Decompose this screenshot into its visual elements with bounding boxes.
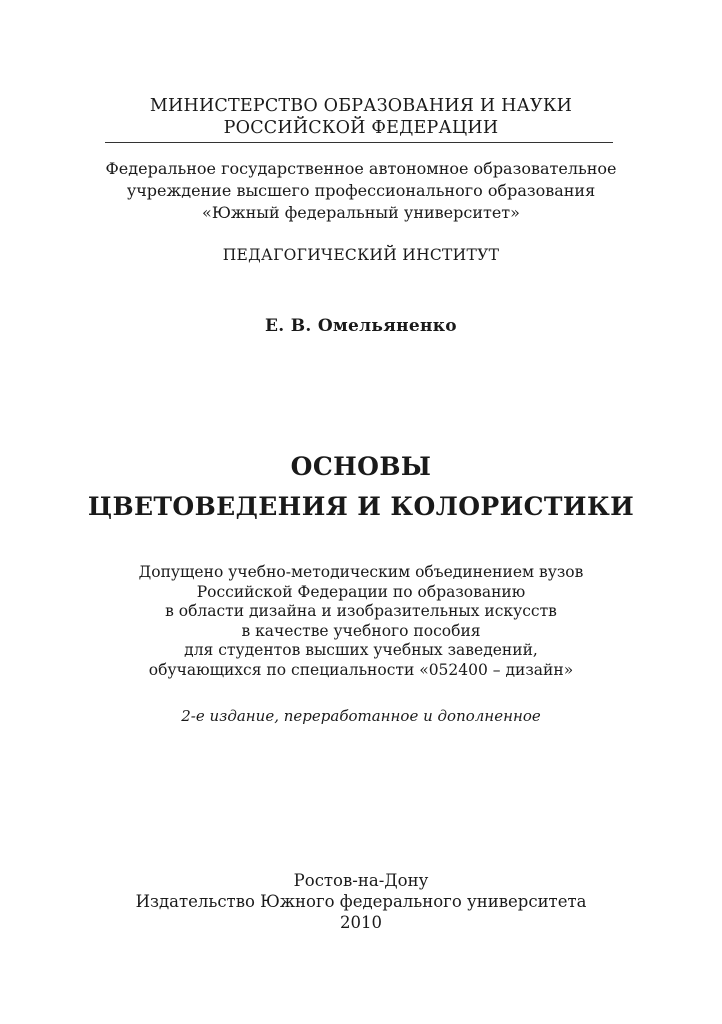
approval-line-4: в качестве учебного пособия: [241, 621, 481, 640]
title-line-2: ЦВЕТОВЕДЕНИЯ И КОЛОРИСТИКИ: [87, 492, 635, 521]
ministry-line-1: МИНИСТЕРСТВО ОБРАЗОВАНИЯ И НАУКИ: [149, 96, 573, 116]
imprint: [0, 870, 722, 933]
edition-label: 2-е издание, переработанное и дополненное: [181, 707, 541, 725]
approval-line-1: Допущено учебно-методическим объединением вузов: [138, 563, 584, 581]
imprint-publisher: Издательство Южного федерального университета: [135, 892, 587, 911]
edition-note: [0, 706, 722, 726]
author-name: [0, 315, 722, 337]
approval-line-3: в области дизайна и изобразительных искусств: [165, 602, 557, 620]
ministry-line-2: РОССИЙСКОЙ ФЕДЕРАЦИИ: [223, 118, 499, 138]
ministry-header: [0, 95, 722, 139]
header-divider: [105, 142, 613, 143]
approval-line-2: Российской Федерации по образованию: [196, 582, 526, 601]
institution-line-1: Федеральное государственное автономное образовательное: [105, 159, 617, 178]
institute-name: [0, 244, 722, 266]
approval-line-5: для студентов высших учебных заведений,: [184, 641, 538, 659]
book-title: [0, 447, 722, 527]
institution-line-2: учреждение высшего профессионального образования: [126, 181, 596, 200]
imprint-year: 2010: [340, 913, 382, 932]
imprint-city: Ростов-на-Дону: [293, 871, 429, 890]
approval-line-6: обучающихся по специальности «052400 – дизайн»: [148, 660, 574, 679]
author-label: Е. В. Омельяненко: [265, 316, 457, 336]
institution-name: [0, 158, 722, 224]
institute-label: ПЕДАГОГИЧЕСКИЙ ИНСТИТУТ: [222, 246, 500, 264]
institution-line-3: «Южный федеральный университет»: [202, 203, 520, 222]
title-line-1: ОСНОВЫ: [290, 452, 432, 481]
approval-statement: [0, 563, 722, 680]
